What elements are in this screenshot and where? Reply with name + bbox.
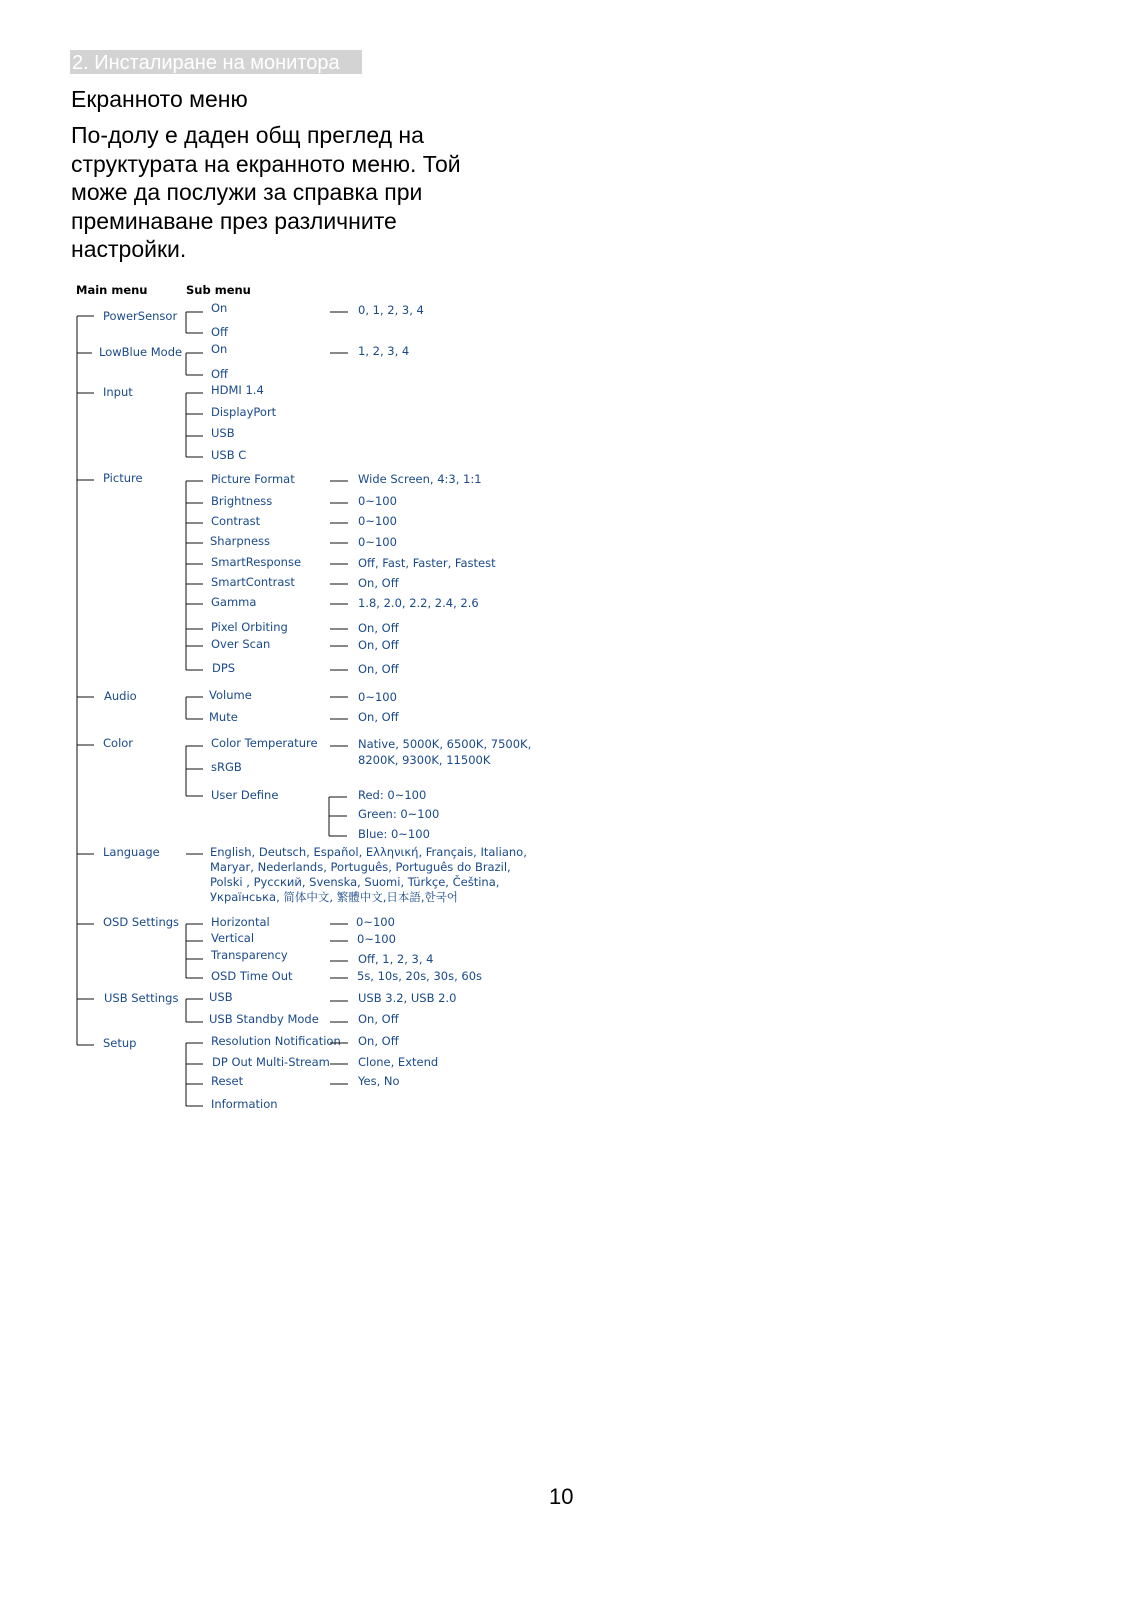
sub-item: Mute [209,710,238,724]
option-value: Native, 5000K, 6500K, 7500K, [358,737,532,751]
sub-item: User Define [211,788,279,802]
option-value: On, Off [358,638,399,652]
option-value: 0~100 [358,535,397,549]
menu-setup: Setup [103,1036,137,1050]
option-value: Blue: 0~100 [358,827,430,841]
language-list-line: English, Deutsch, Español, Ελληνική, Français, Italiano, [210,845,527,859]
option-value: On, Off [358,1034,399,1048]
sub-item: USB C [211,448,247,462]
option-value: Red: 0~100 [358,788,427,802]
sub-item: USB Standby Mode [209,1012,319,1026]
menu-osd-settings: OSD Settings [103,915,180,929]
menu-usb-settings: USB Settings [104,991,179,1005]
sub-item: DPS [212,661,236,675]
option-value: 0~100 [356,915,395,929]
option-value: 8200K, 9300K, 11500K [358,753,491,767]
sub-item: DisplayPort [211,405,277,419]
option-value: Green: 0~100 [358,807,440,821]
option-value: On, Off [358,1012,399,1026]
option-value: 1.8, 2.0, 2.2, 2.4, 2.6 [358,596,479,610]
sub-item: Contrast [211,514,261,528]
sub-item: Over Scan [211,637,271,651]
menu-input: Input [103,385,133,399]
sub-item: SmartContrast [211,575,295,589]
page-heading: Екранното меню [71,86,248,112]
sub-item: HDMI 1.4 [211,383,264,397]
section-title: 2. Инсталиране на монитора [70,50,362,74]
option-value: On, Off [358,576,399,590]
sub-item: OSD Time Out [211,969,293,983]
option-value: 0~100 [358,514,397,528]
sub-item: Color Temperature [211,736,318,750]
sub-item: Pixel Orbiting [211,620,288,634]
sub-item: Resolution Notification [211,1034,341,1048]
option-value: 1, 2, 3, 4 [358,344,410,358]
sub-item: Brightness [211,494,273,508]
option-value: Clone, Extend [358,1055,439,1069]
option-value: 0, 1, 2, 3, 4 [358,303,424,317]
option-value: On, Off [358,662,399,676]
sub-item: Vertical [211,931,255,945]
sub-item: Reset [211,1074,244,1088]
sub-menu-header: Sub menu [186,283,251,297]
sub-item: Volume [209,688,252,702]
sub-item: sRGB [211,760,242,774]
sub-item: Picture Format [211,472,295,486]
main-menu-header: Main menu [76,283,148,297]
sub-item: Horizontal [211,915,270,929]
sub-item: On [211,301,228,315]
sub-item: DP Out Multi-Stream [212,1055,330,1069]
option-value: 0~100 [358,494,397,508]
language-list-line: Polski , Русский, Svenska, Suomi, Türkçe, Čeština, [210,875,500,889]
sub-item: USB [211,426,235,440]
option-value: Off, Fast, Faster, Fastest [358,556,496,570]
sub-item: Gamma [211,595,257,609]
sub-item: Sharpness [210,534,271,548]
menu-color: Color [103,736,134,750]
option-value: On, Off [358,710,399,724]
option-value: Yes, No [358,1074,400,1088]
language-list-line: Maryar, Nederlands, Português, Português do Brazil, [210,860,511,874]
menu-language: Language [103,845,160,859]
option-value: Off, 1, 2, 3, 4 [358,952,434,966]
language-list-line: Українська, 简体中文, 繁體中文,日本語,한국어 [210,890,458,904]
sub-item: On [211,342,228,356]
sub-item: Information [211,1097,278,1111]
menu-powersensor: PowerSensor [103,309,178,323]
menu-lowblue-mode: LowBlue Mode [99,345,183,359]
sub-item: Off [211,325,228,339]
sub-item: Transparency [211,948,288,962]
option-value: Wide Screen, 4:3, 1:1 [358,472,482,486]
option-value: On, Off [358,621,399,635]
menu-audio: Audio [104,689,137,703]
option-value: 0~100 [358,690,397,704]
sub-item: Off [211,367,228,381]
intro-paragraph: По-долу е даден общ преглед на структурата на екранното меню. Той може да послужи за справка при преминаване през различните настройки. [71,122,461,262]
sub-item: USB [209,990,233,1004]
page-number: 10 [549,1484,574,1509]
sub-item: SmartResponse [211,555,302,569]
option-value: 5s, 10s, 20s, 30s, 60s [357,969,483,983]
option-value: USB 3.2, USB 2.0 [358,991,457,1005]
option-value: 0~100 [357,932,396,946]
menu-picture: Picture [103,471,143,485]
